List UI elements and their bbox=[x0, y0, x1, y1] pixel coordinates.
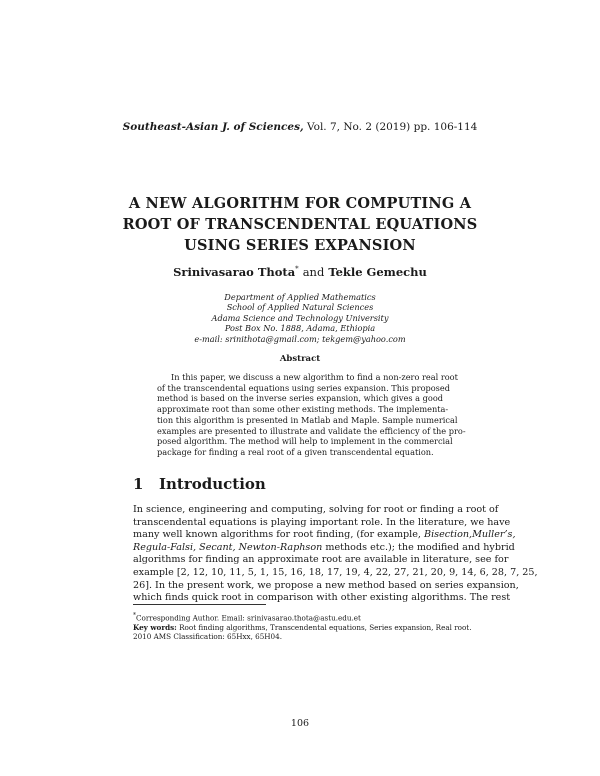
footnote-keywords bbox=[133, 622, 472, 632]
abstract-line: examples are presented to illustrate and validate the efficiency of the pro- bbox=[157, 425, 466, 436]
footnotes bbox=[133, 611, 472, 641]
abstract-line: posed algorithm. The method will help to implement in the commercial bbox=[157, 436, 453, 447]
method-names: Regula-Falsi, Secant, Newton-Raphson bbox=[133, 541, 323, 553]
abstract-body bbox=[157, 372, 466, 458]
body-text: many well known algorithms for root finding, (for example, bbox=[133, 529, 421, 541]
body-line: 26]. In the present work, we propose a new method based on series expansion, bbox=[133, 579, 519, 591]
footnote-classification: 2010 AMS Classification: 65Hxx, 65H04. bbox=[133, 631, 282, 641]
footnote-text: Corresponding Author. Email: srinivasarao.thota@astu.edu.et bbox=[136, 613, 361, 623]
author-name: Tekle Gemechu bbox=[328, 265, 427, 279]
author-list bbox=[0, 265, 600, 279]
author-emails: e-mail: srinithota@gmail.com; tekgem@yahoo.com bbox=[194, 333, 406, 344]
abstract-heading: Abstract bbox=[279, 354, 321, 364]
affiliation-line: Department of Applied Mathematics bbox=[224, 292, 376, 302]
body-line: algorithms for finding an approximate root are available in literature, see for bbox=[133, 554, 509, 566]
method-names: Bisection,Muller’s, bbox=[424, 529, 516, 541]
affiliation-line: School of Applied Natural Sciences bbox=[226, 302, 374, 313]
footnote-mark: * bbox=[133, 612, 136, 619]
keywords-label: Key words: bbox=[133, 622, 177, 632]
section-heading bbox=[133, 475, 266, 493]
volume-info: Vol. 7, No. 2 (2019) pp. 106-114 bbox=[307, 121, 478, 133]
title-line: USING SERIES EXPANSION bbox=[184, 237, 416, 254]
abstract-line: approximate root than some other existing methods. The implementa- bbox=[157, 404, 449, 415]
author-name: Srinivasarao Thota bbox=[173, 265, 296, 279]
body-line: which finds quick root in comparison with other existing algorithms. The rest bbox=[133, 592, 511, 604]
journal-header bbox=[0, 121, 600, 133]
body-line: transcendental equations is playing important role. In the literature, we have bbox=[133, 516, 511, 528]
intro-paragraph bbox=[133, 504, 538, 605]
footnote-rule bbox=[133, 604, 266, 605]
section-title: Introduction bbox=[159, 475, 266, 493]
affiliation-line: Post Box No. 1888, Adama, Ethiopia bbox=[224, 323, 376, 334]
paper-title bbox=[80, 193, 520, 256]
abstract-line: of the transcendental equations using series expansion. This proposed bbox=[157, 382, 450, 393]
body-line bbox=[133, 529, 516, 542]
abstract-line: tion this algorithm is presented in Matlab and Maple. Sample numerical bbox=[157, 414, 458, 425]
journal-name: Southeast-Asian J. of Sciences, bbox=[122, 121, 304, 133]
corresponding-mark: * bbox=[295, 265, 299, 274]
abstract-line: In this paper, we discuss a new algorithm to find a non-zero real root bbox=[171, 372, 458, 382]
author-conjunction: and bbox=[302, 265, 325, 279]
title-line: ROOT OF TRANSCENDENTAL EQUATIONS bbox=[122, 216, 478, 233]
keywords-text: Root finding algorithms, Transcendental equations, Series expansion, Real root. bbox=[179, 622, 472, 632]
footnote-corresponding bbox=[133, 611, 467, 623]
page-number: 106 bbox=[290, 718, 310, 729]
section-number: 1 bbox=[133, 475, 144, 493]
abstract-line: package for finding a real root of a given transcendental equation. bbox=[157, 446, 434, 457]
affiliation-block bbox=[0, 292, 600, 344]
title-line: A NEW ALGORITHM FOR COMPUTING A bbox=[128, 195, 472, 212]
affiliation-line: Adama Science and Technology University bbox=[211, 312, 389, 323]
abstract-line: method is based on the inverse series expansion, which gives a good bbox=[157, 393, 443, 404]
body-line bbox=[133, 541, 515, 555]
body-line: In science, engineering and computing, solving for root or finding a root of bbox=[133, 504, 499, 515]
body-text: methods etc.); the modified and hybrid bbox=[325, 541, 515, 553]
body-line: example [2, 12, 10, 11, 5, 1, 15, 16, 18, 17, 19, 4, 22, 27, 21, 20, 9, 14, 6, 28, 7, 25, bbox=[133, 566, 538, 578]
